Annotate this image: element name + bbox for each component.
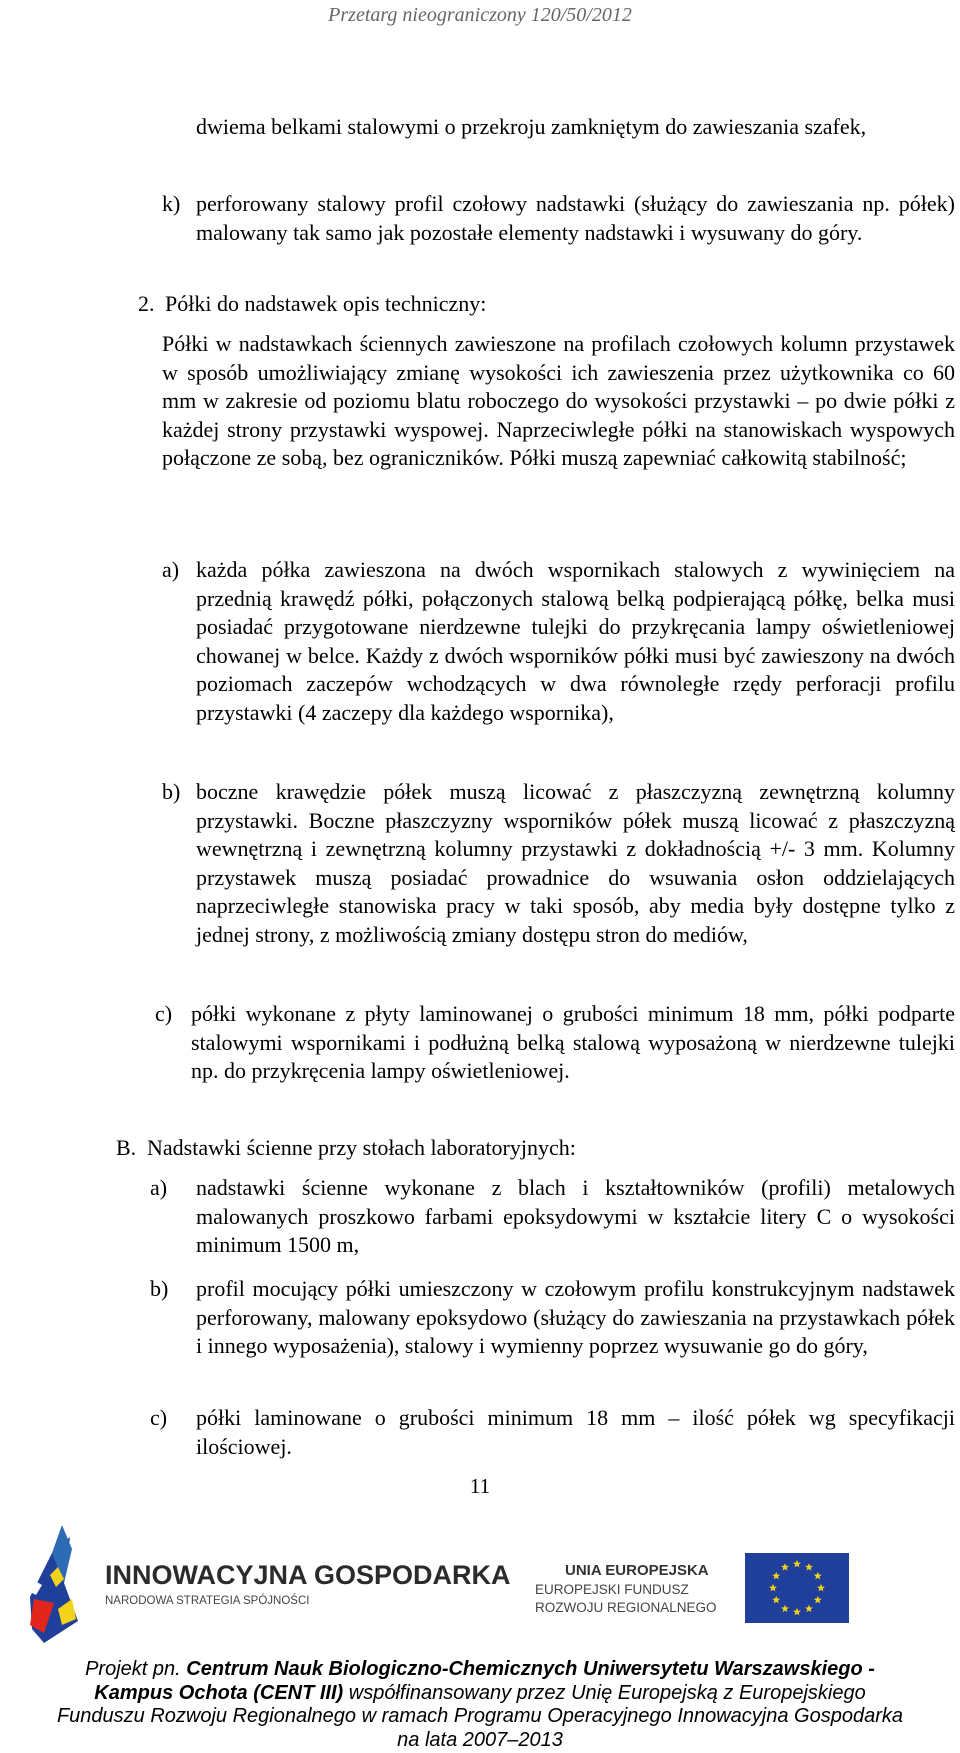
page-number: 11 [469,1474,491,1498]
s2-item-a-text: każda półka zawieszona na dwóch wspornikach stalowych z wywinięciem na przednią krawędź półki, połączonych stalową belką podpierającą półkę, belka musi posiadać przygotowane nierdzewne tulejki do przykręcania lampy oświetleniowej chowanej w belce. Każdy z dwóch wsporników półki musi być zawieszony na dwóch poziomach zaczepów wchodzących w dwa równoległe rzędy perforacji profilu przystawki (4 zaczepy dla każdego wspornika), [196,557,955,725]
item-k-label: k) [162,191,181,216]
footer-text-3: Funduszu Rozwoju Regionalnego [56,1705,357,1727]
logo-bar [0,1525,960,1650]
section-B-title: Nadstawki ścienne przy stołach laboratoryjnych: [147,1135,576,1160]
section-2-label: 2. [138,291,155,316]
footer-campus-name: Kampus Ochota (CENT III) [94,1681,344,1704]
section-2-title: Półki do nadstawek opis techniczny: [165,291,487,316]
sB-item-a-label: a) [150,1175,168,1200]
s2-item-b-label: b) [162,779,181,804]
ue-logo-line2: EUROPEJSKI FUNDUSZ [535,1582,689,1597]
document-header: Przetarg nieograniczony 120/50/2012 [328,4,632,26]
sB-item-c-text: półki laminowane o grubości minimum 18 mm – ilość półek wg specyfikacji ilościowej. [196,1405,955,1459]
eu-funding-logos [0,1525,960,1650]
sB-item-b-label: b) [150,1276,169,1301]
footer-text-4: w ramach Programu Operacyjnego Innowacyjna Gospodarka [356,1705,904,1727]
s2-item-b-text: boczne krawędzie półek muszą licować z płaszczyzną zewnętrzną kolumny przystawki. Boczne płaszczyzny wsporników półek muszą licować z płaszczyzną wewnętrzną i zewnętrzną kolumny przystawki z dokładnością +/- 3 mm. Kolumny przystawek muszą posiadać prowadnice do wsuwania osłon oddzielających naprzeciwległe stanowiska pracy w taki sposób, aby media były dostępne tylko z jednej strony, z możliwością zmiany dostępu stron do mediów, [196,779,955,947]
footer-line-1 [0,1658,960,1682]
footer-text-2: współfinansowany przez Unię Europejską z Europejskiego [343,1681,866,1704]
s2-item-a-label: a) [162,557,180,582]
ig-logo-title: INNOWACYJNA GOSPODARKA [105,1560,511,1590]
footer-text-1: Projekt pn. [85,1658,187,1680]
s2-item-c-text: półki wykonane z płyty laminowanej o grubości minimum 18 mm, półki podparte stalowymi wspornikami i podłużną belką stalową wyposażoną w nierdzewne tulejki np. do przykręcenia lampy oświetleniowej. [191,1001,955,1084]
sB-item-a-text: nadstawki ścienne wykonane z blach i kształtowników (profili) metalowych malowanych proszkowo farbami epoksydowymi w kształcie litery C o wysokości minimum 1500 m, [196,1175,955,1258]
ue-logo-line3: ROZWOJU REGIONALNEGO [535,1600,717,1615]
ue-logo-title: UNIA EUROPEJSKA [565,1562,709,1579]
project-footer [0,1658,960,1752]
section-B-label: B. [116,1135,137,1160]
sB-item-c-label: c) [150,1405,168,1430]
item-k-text: perforowany stalowy profil czołowy nadstawki (służący do zawieszania np. półek) malowany tak samo jak pozostałe elementy nadstawki i wysuwany do góry. [196,191,955,245]
s2-item-c-label: c) [155,1001,173,1026]
footer-line-4: na lata 2007–2013 [397,1728,563,1751]
footer-project-name: Centrum Nauk Biologiczno-Chemicznych Uniwersytetu Warszawskiego - [186,1658,875,1680]
footer-line-3 [0,1705,960,1729]
section-2-intro: Półki w nadstawkach ściennych zawieszone na profilach czołowych kolumn przystawek w sposób umożliwiający zmianę wysokości ich zawieszenia przez użytkownika co 60 mm w zakresie od poziomu blatu roboczego do wysokości przystawki – po dwie półki z każdej strony przystawki wyspowej. Naprzeciwległe półki na stanowiskach wyspowych połączone ze sobą, bez ograniczników. Półki muszą zapewniać całkowitą stabilność; [162,331,955,471]
sB-item-b-text: profil mocujący półki umieszczony w czołowym profilu konstrukcyjnym nadstawek perforowany, malowany epoksydowo (służący do zawieszania na przystawkach półek i innego wyposażenia), stalowy i wymienny poprzez wysuwanie go do góry, [196,1276,955,1359]
ig-logo-subtitle: NARODOWA STRATEGIA SPÓJNOŚCI [105,1595,310,1607]
footer-line-2 [0,1682,960,1706]
innovative-economy-logo-icon [24,1525,78,1643]
continued-text: dwiema belkami stalowymi o przekroju zamkniętym do zawieszania szafek, [196,114,867,139]
